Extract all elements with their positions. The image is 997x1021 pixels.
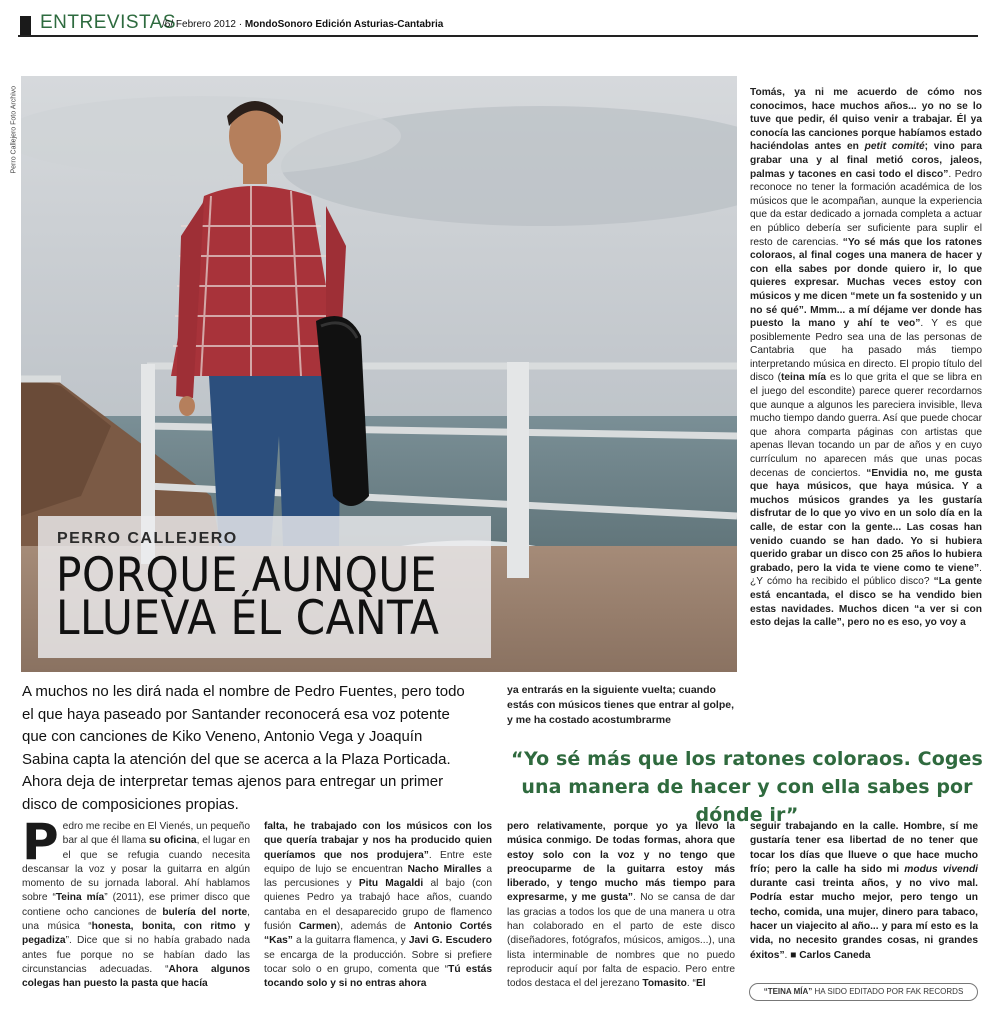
text-run: , una música “ [22,906,250,933]
text-run: “Yo sé más que los ratones coloraos, al final coges una manera de hacer y con ella sabes por donde quiero ir, lo que quieres expresar. Muchas veces estoy con músicos y me dicen “mete un fa sostenido y un no sé qué”. Mmm... a mí déjame ver donde has puesto la mano y ahí te veo” [750,236,982,330]
article-headline [56,548,440,646]
text-run: Carlos Caneda [796,949,871,961]
release-note-title: “TEINA MÍA” [763,987,813,996]
text-run: . “ [686,978,696,990]
main-photo [21,76,737,672]
text-run: se encarga de la producción. Sobre si prefiere tocar solo o en grupo, comenta que “ [264,949,492,975]
text-run: Javi G. Escudero [408,935,492,947]
text-run: su oficina [148,835,197,847]
drop-cap: P [22,813,59,871]
text-run: “La gente está encantada, el disco se ha vendido bien estas navidades. Muchos dicen “a ver si con esto dejas la calle” [750,576,983,629]
text-run: . Y es que posiblemente Pedro sea una de las personas de Cantabria que ha pasado más tiempo interpretando música en directo. El propio título del disco ( [750,318,982,384]
body-column-3-text [507,821,735,989]
section-name: ENTREVISTAS [40,12,177,33]
text-run: “Envidia no, me gusta que haya músicos, que haya música. Y a muchos músicos grandes ya les gustaría disfrutar de lo que yo vivo en un solo día en la calle, de estar con la gente... Las cosas han venido cuando se han dado. Yo si hubiera querido grabar un disco con 25 años lo hubiera grabado, pero la vida te viene como te viene” [750,467,982,574]
headline-line-2: LLUEVA ÉL CANTA [56,591,440,646]
page-header [18,13,978,37]
body-column-4 [750,820,978,963]
text-run: . No se cansa de dar las gracias a todos los que de una manera u otra han colaborado en el parto de este disco (diseñadores, fotógrafos, músicos, amigos...), una lista interminable de nombres que no puedo reproducir aquí por falta de espacio. Pero entre todos destaca el del jerezano [507,892,735,990]
release-note [749,983,978,1001]
text-run: , pero no es eso, yo voy a [841,617,966,629]
text-run: durante casi treinta años, y no vivo mal. Podría estar mucho mejor, pero tengo un techo, comida, una mujer, dinero para tabaco, hacer un viajecito al año... y para mí esto es la vida, no necesito grandes cosas, ni grandes éxitos” [750,878,978,961]
text-run: . ¿Y cómo ha recibido el público disco? [750,562,982,588]
body-column-2 [264,820,492,992]
article-intro: A muchos no les dirá nada el nombre de Pedro Fuentes, pero todo el que haya paseado por Santander reconocerá esa voz potente que con canciones de Kiko Veneno, Antonio Vega y Joaquín Sabina capta la atención del que se acerca a la Plaza Porticada. Ahora deja de interpretar temas ajenos para entregar un primer disco de composiciones propias. [22,683,465,813]
text-run: al bajo (con quienes Pedro ya trabajó hace años, cuando cantaba en el desaparecido grupo de flamenco fusión [264,878,492,933]
headline-line-1: PORQUE AUNQUE [56,548,437,603]
photo-credit-text: Perro Callejero Foto Archivo [10,85,18,174]
issue-date: /6/ Febrero 2012 [162,19,236,30]
right-column-paragraph [750,86,982,630]
issue-meta [162,19,443,30]
text-run: a la guitarra flamenca, y [292,935,409,947]
photo-credit [4,80,18,180]
pull-quote: “Yo sé más que los ratones coloraos. Coges una manera de hacer y con ella sabes por dónde ir” [511,748,983,826]
text-run: es lo que grita el que se libra en el juego del escondite) parece querer recordarnos que aunque a algunos les pareciera invisible, lleva mucho tiempo dando guerra. Así que puede chocar que ahora comparta páginas con artistas que apenas llevan tocando un par de años y en cuyo currículum no aparecen más que unas pocas decenas de conciertos. [750,372,982,479]
body-column-2-text [264,821,492,989]
text-run: Ahora algunos colegas han puesto la pasta que hacía [22,963,250,990]
text-run: . [784,949,791,961]
text-run: bulería del norte [162,906,248,918]
body-column-1 [22,813,250,992]
right-column-text [750,86,982,630]
section-marker [20,16,31,35]
text-run: Nacho Miralles [407,863,482,875]
text-run: modus vivendi [904,863,978,875]
text-run: ” (2011), ese primer disco que contiene ocho canciones de [22,892,250,918]
publication-name: MondoSonoro Edición Asturias-Cantabria [244,19,444,30]
text-run: petit comité [864,141,925,153]
text-run: honesta, bonita, con ritmo y pegadiza [22,921,250,947]
text-run: ■ [790,949,797,961]
text-run: Antonio Cortés “Kas” [264,921,492,947]
text-run: a las percusiones y [264,863,493,890]
title-overlay [38,516,491,658]
text-run: Carmen [298,921,337,933]
text-run: . Entre este equipo de lujo se encuentran [264,849,492,875]
body-column-3 [507,820,735,992]
text-run: teina mía [780,372,827,384]
text-run: . Pedro reconoce no tener la formación académica de los músicos que le acompañan, aunque la experiencia que da estar dedicado a jornada completa a actuar en público debería ser suficiente para suplir el resto de carencias. [750,168,982,248]
release-note-text: HA SIDO EDITADO POR FAK RECORDS [812,987,964,996]
text-run: Tomasito [642,978,687,990]
text-run: ), además de [336,921,414,933]
text-run: edro me recibe en El Vienés, un pequeño bar al que él llama [62,821,250,847]
text-run: Tomás, ya ni me acuerdo de cómo nos conocimos, hace muchos años... yo no se lo tuve que pedir, él quiso venir a trabajar. Él ya conocía las canciones porque habíamos estado haciéndolas antes en [750,87,982,153]
text-run: , el lugar en el que se refugia cuando necesita descansar la voz y posar la guitarra en algún momento de su jornada laboral. Ahí hablamos sobre “ [22,835,250,904]
text-run: El [695,978,706,990]
column-continuation-snippet: ya entrarás en la siguiente vuelta; cuando estás con músicos tienes que entrar al golpe, y me ha costado acostumbrarme [507,684,734,726]
text-run: Teina mía [55,892,105,904]
text-run: pero relativamente, porque yo ya llevo la música conmigo. De todas formas, ahora que estoy solo con la voz y no tengo que preocuparme de la guitarra estoy más liberado, y tengo mucho más tiempo para expresarme, y me gusta” [507,821,735,904]
text-run: falta, he trabajado con los músicos con los que quería trabajar y nos ha producido quien queríamos que nos produjera” [264,821,492,861]
article-kicker: PERRO CALLEJERO [57,530,238,547]
body-column-4-text [750,821,978,961]
text-run: Pitu Magaldi [358,878,424,890]
text-run: ”. Dice que si no había grabado nada antes fue porque no se habían dado las circunstancias adecuadas. “ [22,935,250,975]
text-run: Tú estás tocando solo y si no entras ahora [264,963,492,990]
meta-separator: · [238,19,243,30]
text-run: seguir trabajando en la calle. Hombre, sí me gustaría tener esa libertad de no tener que tocar los días que llueve o que hace mucho frío; pero la calle ha sido mi [750,821,978,875]
text-run: ; vino para grabar una y al final metió coros, jaleos, palmas y tacones en casi todo el disco” [750,141,982,180]
